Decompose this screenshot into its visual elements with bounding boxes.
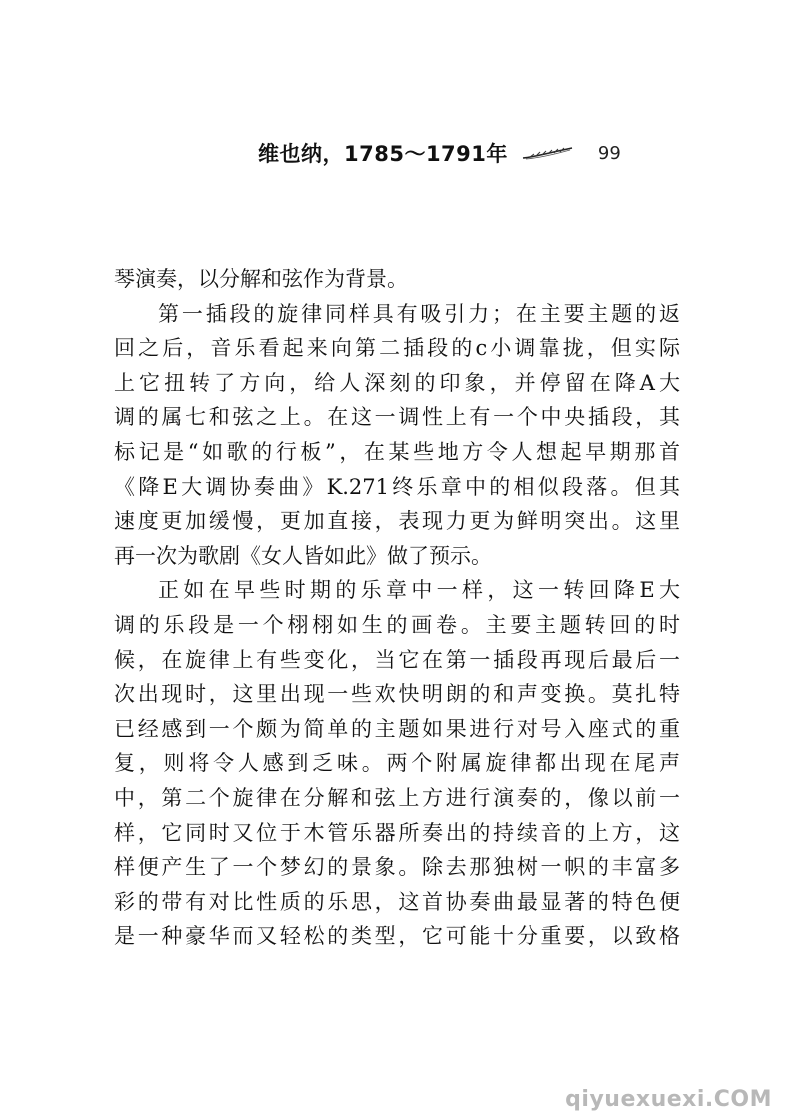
text-line: 调的乐段是一个栩栩如生的画卷。主要主题转回的时 (114, 612, 680, 637)
text-line: 速度更加缓慢，更加直接，表现力更为鲜明突出。这里 (114, 509, 680, 534)
text-line: 彩的带有对比性质的乐思，这首协奏曲最显著的特色便 (114, 889, 680, 914)
text-line: 样，它同时又位于木管乐器所奏出的持续音的上方，这 (114, 820, 680, 845)
text-line: 正如在早些时期的乐章中一样，这一转回降E大 (158, 578, 680, 603)
text-line: 《降E大调协奏曲》K.271终乐章中的相似段落。但其 (114, 474, 680, 499)
body-text (114, 262, 680, 954)
text-line: 第一插段的旋律同样具有吸引力；在主要主题的返 (158, 301, 680, 326)
page-number: 99 (597, 142, 621, 164)
running-title: 维也纳，1785～1791年 (258, 142, 508, 166)
text-line: 候，在旋律上有些变化，当它在第一插段再现后最后一 (114, 647, 680, 672)
paragraph-1 (114, 262, 680, 297)
text-line: 样便产生了一个梦幻的景象。除去那独树一帜的丰富多 (114, 855, 680, 880)
running-head (258, 138, 621, 168)
text-line: 标记是“如歌的行板”，在某些地方令人想起早期那首 (114, 439, 680, 464)
flourish-ornament-icon (522, 146, 574, 160)
text-line: 复，则将令人感到乏味。两个附属旋律都出现在尾声 (114, 751, 680, 776)
text-line: 琴演奏，以分解和弦作为背景。 (114, 267, 408, 291)
text-line: 中，第二个旋律在分解和弦上方进行演奏的，像以前一 (114, 785, 680, 810)
text-line: 次出现时，这里出现一些欢快明朗的和声变换。莫扎特 (114, 682, 680, 707)
paragraph-2 (114, 297, 680, 574)
text-line: 已经感到一个颇为简单的主题如果进行对号入座式的重 (114, 716, 680, 741)
paragraph-3 (114, 573, 680, 954)
text-line: 再一次为歌剧《女人皆如此》做了预示。 (114, 543, 492, 568)
watermark: qiyuexuexi.COM (565, 1087, 772, 1112)
text-line: 上它扭转了方向，给人深刻的印象，并停留在降A大 (114, 370, 680, 395)
text-line: 是一种豪华而又轻松的类型，它可能十分重要，以致格 (114, 924, 680, 949)
text-line: 回之后，音乐看起来向第二插段的c小调靠拢，但实际 (114, 336, 680, 361)
text-line: 调的属七和弦之上。在这一调性上有一个中央插段，其 (114, 405, 680, 430)
